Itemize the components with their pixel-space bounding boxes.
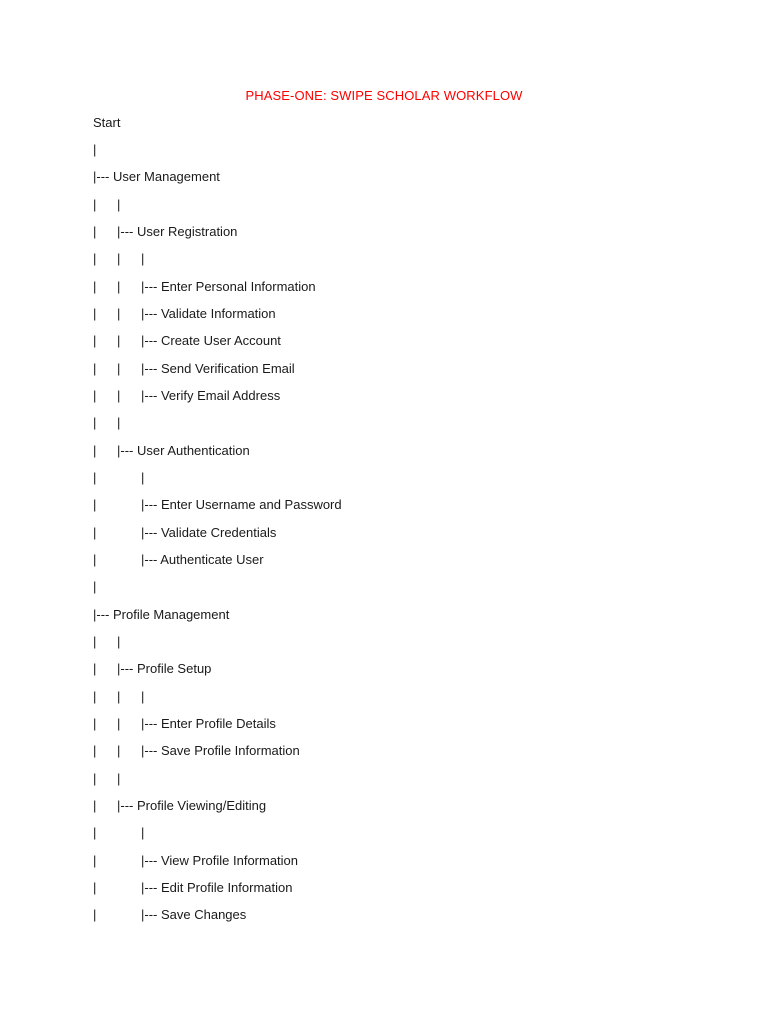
tree-node-label: |--- Profile Viewing/Editing	[117, 798, 267, 814]
tree-connector: |	[93, 552, 97, 567]
tree-connector: |	[93, 305, 97, 321]
tree-connector: |	[93, 333, 97, 349]
tree-connector: |	[117, 743, 121, 759]
document-title: PHASE-ONE: SWIPE SCHOLAR WORKFLOW	[245, 88, 523, 103]
tree-node-label: |--- User Management	[93, 169, 220, 185]
tree-connector: |	[93, 223, 97, 239]
tree-node-label: |--- Save Profile Information	[141, 743, 300, 759]
tree-connector: |	[117, 634, 121, 650]
tree-connector: |	[93, 387, 97, 403]
tree-line	[0, 114, 768, 141]
tree-line	[0, 168, 768, 195]
tree-connector: |	[93, 278, 97, 294]
tree-line	[0, 688, 768, 715]
tree-line	[0, 387, 768, 414]
tree-connector: |	[117, 305, 121, 321]
tree-connector: |	[93, 442, 97, 458]
tree-connector: |	[141, 469, 145, 485]
tree-line	[0, 715, 768, 742]
tree-connector: |	[117, 333, 121, 349]
tree-connector: |	[117, 278, 121, 294]
tree-connector: |	[93, 716, 97, 732]
tree-node-label: Start	[93, 114, 121, 130]
tree-connector: |	[93, 497, 97, 513]
tree-connector: |	[93, 798, 97, 814]
tree-line	[0, 578, 768, 605]
tree-connector: |	[93, 880, 97, 896]
tree-line	[0, 879, 768, 906]
tree-connector: |	[117, 387, 121, 403]
tree-node-label: |--- Enter Username and Password	[141, 497, 342, 513]
tree-line	[0, 660, 768, 687]
tree-line	[0, 606, 768, 633]
tree-line	[0, 360, 768, 387]
tree-line	[0, 852, 768, 879]
tree-connector: |	[93, 360, 97, 376]
tree-node-label: |--- Validate Credentials	[141, 524, 277, 540]
tree-connector: |	[117, 251, 121, 267]
tree-line	[0, 332, 768, 359]
tree-connector: |	[93, 825, 97, 841]
tree-connector: |	[117, 360, 121, 376]
tree-connector: |	[93, 469, 97, 485]
tree-connector: |	[93, 634, 97, 650]
tree-connector: |	[93, 141, 97, 157]
tree-line	[0, 770, 768, 797]
tree-connector: |	[93, 852, 97, 868]
tree-connector: |	[117, 688, 121, 704]
tree-line	[0, 469, 768, 496]
tree-connector: |	[93, 688, 97, 704]
tree-node-label: |--- Verify Email Address	[141, 387, 281, 403]
tree-connector: |	[117, 415, 121, 431]
tree-node-label: |--- Profile Management	[93, 606, 230, 622]
tree-connector: |	[141, 688, 145, 704]
tree-node-label: |--- Enter Profile Details	[141, 716, 276, 732]
tree-line	[0, 742, 768, 769]
tree-connector: |	[93, 415, 97, 431]
tree-connector: |	[93, 524, 97, 540]
tree-line	[0, 633, 768, 660]
tree-connector: |	[117, 770, 121, 786]
tree-connector: |	[93, 579, 97, 595]
tree-connector: |	[141, 251, 145, 267]
tree-connector: |	[117, 196, 121, 212]
tree-connector: |	[93, 907, 97, 923]
tree-connector: |	[93, 770, 97, 786]
tree-line	[0, 496, 768, 523]
tree-line	[0, 196, 768, 223]
tree-node-label: |--- Validate Information	[141, 305, 276, 321]
tree-line	[0, 141, 768, 168]
tree-node-label: |--- Save Changes	[141, 907, 247, 923]
tree-line	[0, 551, 768, 578]
tree-line	[0, 524, 768, 551]
tree-node-label: |--- Create User Account	[141, 333, 281, 349]
tree-line	[0, 824, 768, 851]
tree-node-label: |--- User Registration	[117, 223, 238, 239]
tree-node-label: |--- User Authentication	[117, 442, 250, 458]
tree-node-label: |--- Enter Personal Information	[141, 278, 316, 294]
tree-connector: |	[93, 251, 97, 267]
tree-line	[0, 442, 768, 469]
tree-connector: |	[93, 196, 97, 212]
tree-node-label: |--- Edit Profile Information	[141, 880, 293, 896]
tree-line	[0, 906, 768, 933]
workflow-tree	[0, 114, 768, 934]
tree-line	[0, 223, 768, 250]
tree-connector: |	[141, 825, 145, 841]
tree-connector: |	[93, 743, 97, 759]
tree-line	[0, 250, 768, 277]
tree-line	[0, 305, 768, 332]
tree-connector: |	[117, 716, 121, 732]
tree-line	[0, 414, 768, 441]
tree-node-label: |--- View Profile Information	[141, 852, 299, 868]
tree-line	[0, 278, 768, 305]
tree-node-label: |--- Authenticate User	[141, 552, 264, 567]
tree-node-label: |--- Send Verification Email	[141, 360, 295, 376]
tree-line	[0, 797, 768, 824]
tree-connector: |	[93, 661, 97, 677]
tree-node-label: |--- Profile Setup	[117, 661, 212, 677]
